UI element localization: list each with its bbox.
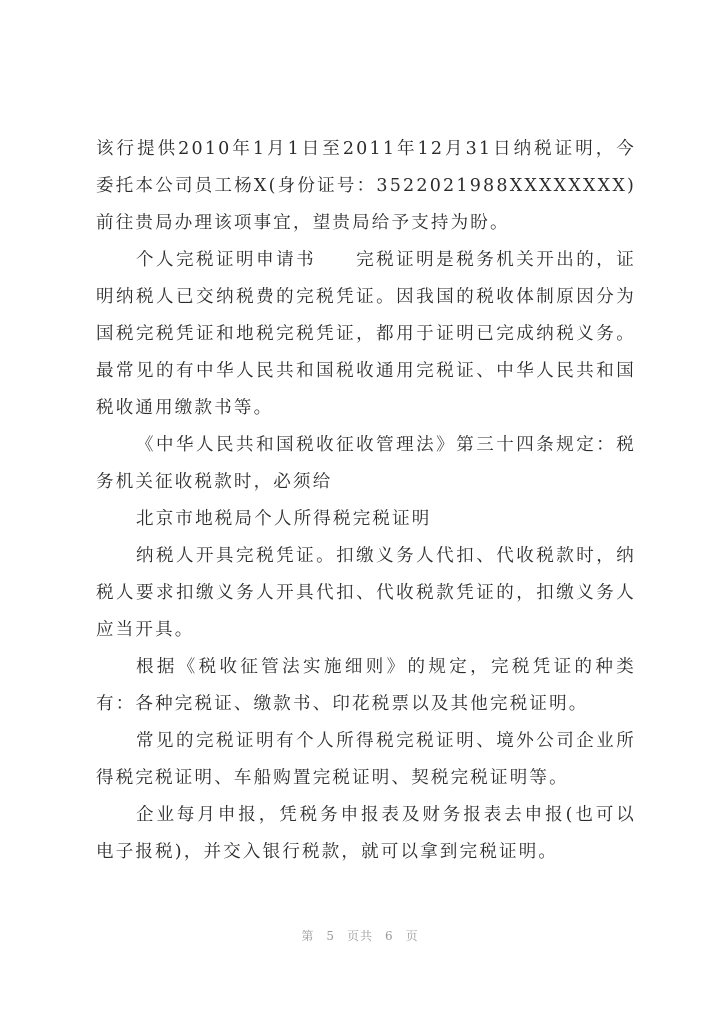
paragraph-authorization: 该行提供2010年1月1日至2011年12月31日纳税证明，今委托本公司员工杨X(身份证号：3522021988XXXXXXXX)前往贵局办理该项事宜，望贵局给予支持为盼。 bbox=[96, 139, 636, 233]
paragraph-certificate-types: 根据《税收征管法实施细则》的规定，完税凭证的种类有：各种完税证、缴款书、印花税票以及其他完税证明。 bbox=[96, 657, 636, 714]
page-footer-middle: 页共 bbox=[346, 929, 373, 943]
document-body bbox=[96, 131, 636, 871]
page-footer-prefix: 第 bbox=[301, 929, 315, 943]
paragraph-tax-certificate-definition: 个人完税证明申请书 完税证明是税务机关开出的，证明纳税人已交纳税费的完税凭证。因我国的税收体制原因分为国税完税凭证和地税完税凭证，都用于证明已完成纳税义务。最常见的有中华人民共和国税收通用完税证、中华人民共和国税收通用缴款书等。 bbox=[96, 250, 636, 418]
paragraph-monthly-declaration: 企业每月申报，凭税务申报表及财务报表去申报(也可以电子报税)，并交入银行税款，就可以拿到完税证明。 bbox=[96, 805, 636, 862]
page-number-footer bbox=[0, 927, 720, 944]
paragraph-withholding-agent: 纳税人开具完税凭证。扣缴义务人代扣、代收税款时，纳税人要求扣缴义务人开具代扣、代收税款凭证的，扣缴义务人应当开具。 bbox=[96, 546, 636, 640]
current-page-number: 5 bbox=[326, 929, 335, 943]
paragraph-beijing-heading: 北京市地税局个人所得税完税证明 bbox=[136, 509, 432, 529]
paragraph-tax-law-article-34: 《中华人民共和国税收征收管理法》第三十四条规定：税务机关征收税款时，必须给 bbox=[96, 435, 636, 492]
page-footer-suffix: 页 bbox=[405, 929, 419, 943]
total-page-count: 6 bbox=[385, 929, 394, 943]
paragraph-common-certificates: 常见的完税证明有个人所得税完税证明、境外公司企业所得税完税证明、车船购置完税证明、契税完税证明等。 bbox=[96, 731, 636, 788]
